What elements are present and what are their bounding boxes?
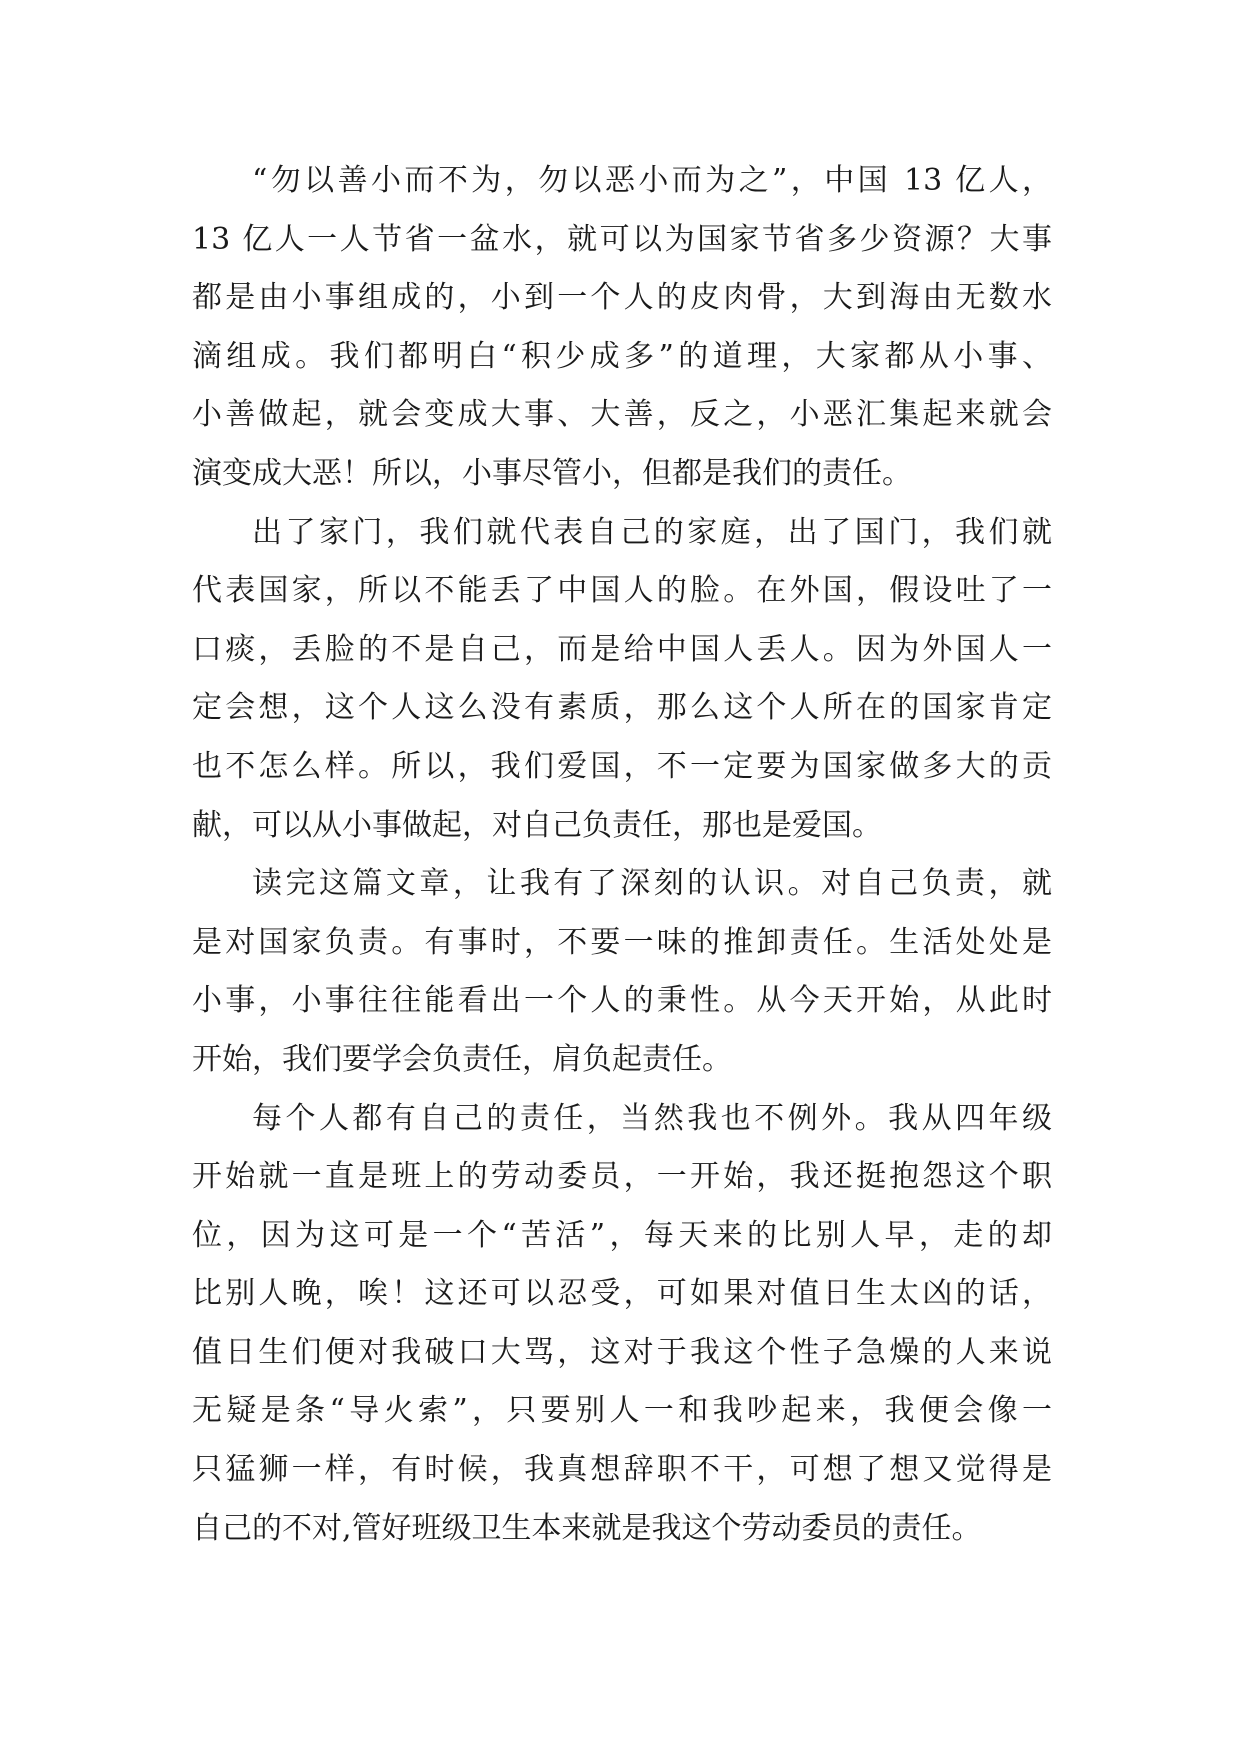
paragraph-1-line-3: 都是由小事组成的，小到一个人的皮肉骨，大到海由无数水 <box>192 280 1052 316</box>
paragraph-3-line-3: 小事，小事往往能看出一个人的秉性。从今天开始，从此时 <box>192 983 1052 1019</box>
paragraph-4-line-8: 自己的不对,管好班级卫生本来就是我这个劳动委员的责任。 <box>192 1510 982 1546</box>
paragraph-1-line-6: 演变成大恶！所以，小事尽管小，但都是我们的责任。 <box>192 455 912 491</box>
paragraph-4-line-6: 无疑是条“导火索”，只要别人一和我吵起来，我便会像一 <box>192 1393 1052 1429</box>
paragraph-2-line-5: 也不怎么样。所以，我们爱国，不一定要为国家做多大的贡 <box>192 748 1052 784</box>
paragraph-4-line-2: 开始就一直是班上的劳动委员，一开始，我还挺抱怨这个职 <box>192 1159 1052 1195</box>
paragraph-2-line-3: 口痰，丢脸的不是自己，而是给中国人丢人。因为外国人一 <box>192 631 1052 667</box>
paragraph-4-line-5: 值日生们便对我破口大骂，这对于我这个性子急燥的人来说 <box>192 1334 1052 1370</box>
paragraph-2-line-1: 出了家门，我们就代表自己的家庭，出了国门，我们就 <box>252 514 1052 550</box>
paragraph-1-line-1: “勿以善小而不为，勿以恶小而为之”，中国 13 亿人， <box>252 163 1052 198</box>
paragraph-4-line-4: 比别人晚，唉！这还可以忍受，可如果对值日生太凶的话， <box>192 1276 1052 1312</box>
paragraph-4-line-7: 只猛狮一样，有时候，我真想辞职不干，可想了想又觉得是 <box>192 1452 1052 1488</box>
paragraph-3-line-4: 开始，我们要学会负责任，肩负起责任。 <box>192 1041 732 1077</box>
paragraph-1-line-5: 小善做起，就会变成大事、大善，反之，小恶汇集起来就会 <box>192 397 1052 433</box>
body-text <box>192 152 1052 1558</box>
paragraph-2-line-4: 定会想，这个人这么没有素质，那么这个人所在的国家肯定 <box>192 690 1052 726</box>
paragraph-4-line-1: 每个人都有自己的责任，当然我也不例外。我从四年级 <box>252 1100 1052 1136</box>
paragraph-1-line-2: 13 亿人一人节省一盆水，就可以为国家节省多少资源？大事 <box>192 221 1052 257</box>
paragraph-2-line-6: 献，可以从小事做起，对自己负责任，那也是爱国。 <box>192 807 882 843</box>
paragraph-1-line-4: 滴组成。我们都明白“积少成多”的道理，大家都从小事、 <box>192 338 1052 374</box>
paragraph-3-line-2: 是对国家负责。有事时，不要一味的推卸责任。生活处处是 <box>192 924 1052 960</box>
paragraph-3-line-1: 读完这篇文章，让我有了深刻的认识。对自己负责，就 <box>252 866 1052 902</box>
paragraph-4-line-3: 位，因为这可是一个“苦活”，每天来的比别人早，走的却 <box>192 1217 1052 1253</box>
paragraph-2-line-2: 代表国家，所以不能丢了中国人的脸。在外国，假设吐了一 <box>192 573 1052 609</box>
